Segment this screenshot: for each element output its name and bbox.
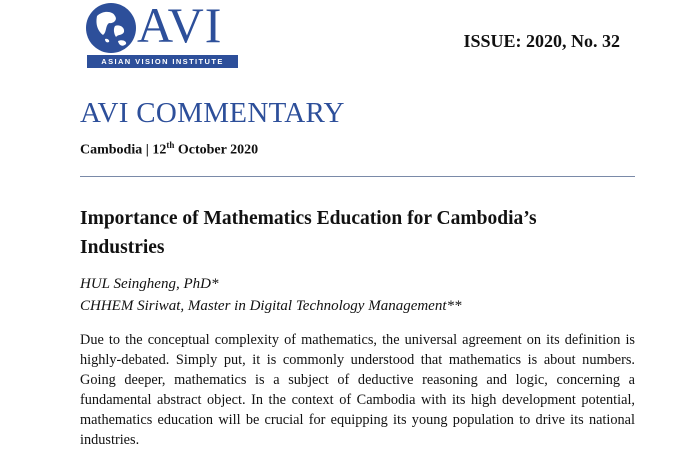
article-title: Importance of Mathematics Education for Cambodia’s Industries: [80, 208, 537, 258]
series-title: AVI COMMENTARY: [80, 97, 345, 129]
issue-number: ISSUE: 2020, No. 32: [463, 31, 620, 51]
article-body: [80, 330, 635, 450]
logo-org-name: ASIAN VISION INSTITUTE: [87, 55, 238, 68]
dateline-location: Cambodia | 12: [80, 142, 167, 158]
header-divider: [80, 176, 635, 177]
body-paragraph: Due to the conceptual complexity of mathematics, the universal agreement on its definition is highly-debated. Simply put, it is commonly understood that mathematics is about numbers. Going deeper, mathematics is a subject of deductive reasoning and logic, concerning a fundamental abstract object. In the context of Cambodia with its high development potential, mathematics education will be crucial for equipping its young population to drive its national industries.: [80, 332, 635, 448]
dateline-date: October 2020: [174, 142, 259, 158]
dateline-ordinal: th: [166, 140, 175, 150]
globe-icon: [85, 2, 137, 54]
logo-wordmark: AVI: [137, 0, 223, 53]
author-1: HUL Seingheng, PhD*: [80, 276, 219, 292]
dateline: [80, 140, 258, 159]
author-list: [80, 273, 462, 317]
avi-logo: [85, 2, 240, 70]
author-2: CHHEM Siriwat, Master in Digital Technology Management**: [80, 298, 462, 314]
